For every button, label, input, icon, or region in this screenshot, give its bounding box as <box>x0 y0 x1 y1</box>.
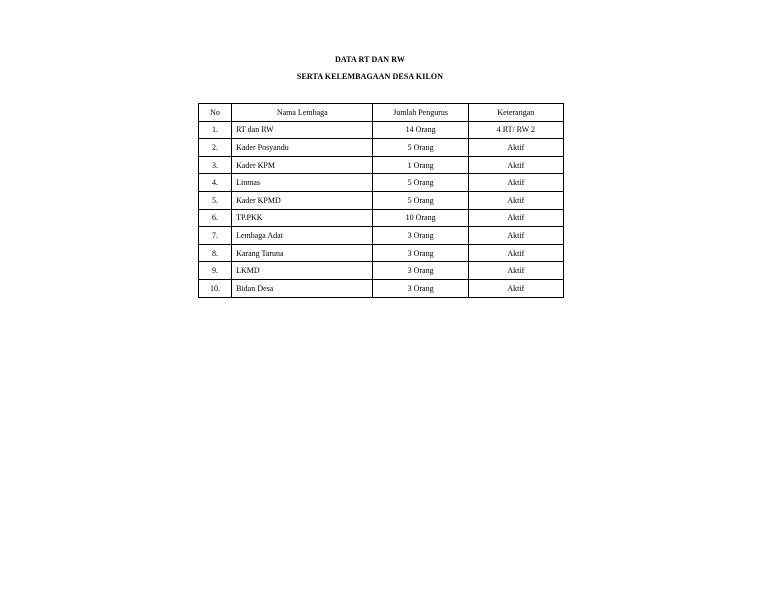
document-title: DATA RT DAN RW <box>335 55 405 64</box>
cell-nama-lembaga: Bidan Desa <box>232 279 373 297</box>
cell-jumlah-pengurus: 1 Orang <box>373 156 468 174</box>
cell-no: 5. <box>199 191 232 209</box>
cell-keterangan: Aktif <box>468 279 563 297</box>
cell-jumlah-pengurus: 5 Orang <box>373 139 468 157</box>
cell-nama-lembaga: Kader KPM <box>232 156 373 174</box>
cell-nama-lembaga: Kader KPMD <box>232 191 373 209</box>
cell-no: 3. <box>199 156 232 174</box>
cell-keterangan: Aktif <box>468 174 563 192</box>
table-body <box>199 121 564 297</box>
cell-no: 8. <box>199 244 232 262</box>
cell-jumlah-pengurus: 3 Orang <box>373 262 468 280</box>
table-header-row <box>199 104 564 122</box>
header-jumlah-pengurus: Jumlah Pengurus <box>373 104 468 122</box>
cell-no: 7. <box>199 227 232 245</box>
cell-keterangan: Aktif <box>468 262 563 280</box>
cell-jumlah-pengurus: 10 Orang <box>373 209 468 227</box>
cell-jumlah-pengurus: 3 Orang <box>373 279 468 297</box>
cell-keterangan: Aktif <box>468 209 563 227</box>
table-row <box>199 191 564 209</box>
cell-nama-lembaga: RT dan RW <box>232 121 373 139</box>
cell-nama-lembaga: LKMD <box>232 262 373 280</box>
cell-jumlah-pengurus: 5 Orang <box>373 174 468 192</box>
table-row <box>199 279 564 297</box>
cell-no: 6. <box>199 209 232 227</box>
cell-keterangan: Aktif <box>468 227 563 245</box>
header-nama-lembaga: Nama Lembaga <box>232 104 373 122</box>
cell-nama-lembaga: Lembaga Adat <box>232 227 373 245</box>
institution-table <box>198 103 564 298</box>
cell-no: 4. <box>199 174 232 192</box>
table-row <box>199 139 564 157</box>
cell-keterangan: Aktif <box>468 156 563 174</box>
cell-no: 2. <box>199 139 232 157</box>
table-row <box>199 156 564 174</box>
table-row <box>199 227 564 245</box>
cell-keterangan: Aktif <box>468 191 563 209</box>
table-row <box>199 174 564 192</box>
cell-no: 10. <box>199 279 232 297</box>
cell-nama-lembaga: Kader Posyandu <box>232 139 373 157</box>
table-row <box>199 121 564 139</box>
cell-no: 9. <box>199 262 232 280</box>
cell-no: 1. <box>199 121 232 139</box>
cell-keterangan: 4 RT/ RW 2 <box>468 121 563 139</box>
cell-nama-lembaga: Karang Taruna <box>232 244 373 262</box>
header-keterangan: Keterangan <box>468 104 563 122</box>
cell-keterangan: Aktif <box>468 244 563 262</box>
cell-jumlah-pengurus: 3 Orang <box>373 227 468 245</box>
table-header <box>199 104 564 122</box>
cell-nama-lembaga: Linmas <box>232 174 373 192</box>
document-subtitle: SERTA KELEMBAGAAN DESA KILON <box>296 72 444 81</box>
header-no: No <box>199 104 232 122</box>
cell-jumlah-pengurus: 5 Orang <box>373 191 468 209</box>
cell-keterangan: Aktif <box>468 139 563 157</box>
cell-jumlah-pengurus: 14 Orang <box>373 121 468 139</box>
table-row <box>199 244 564 262</box>
table-row <box>199 209 564 227</box>
table-row <box>199 262 564 280</box>
cell-nama-lembaga: TP.PKK <box>232 209 373 227</box>
cell-jumlah-pengurus: 3 Orang <box>373 244 468 262</box>
